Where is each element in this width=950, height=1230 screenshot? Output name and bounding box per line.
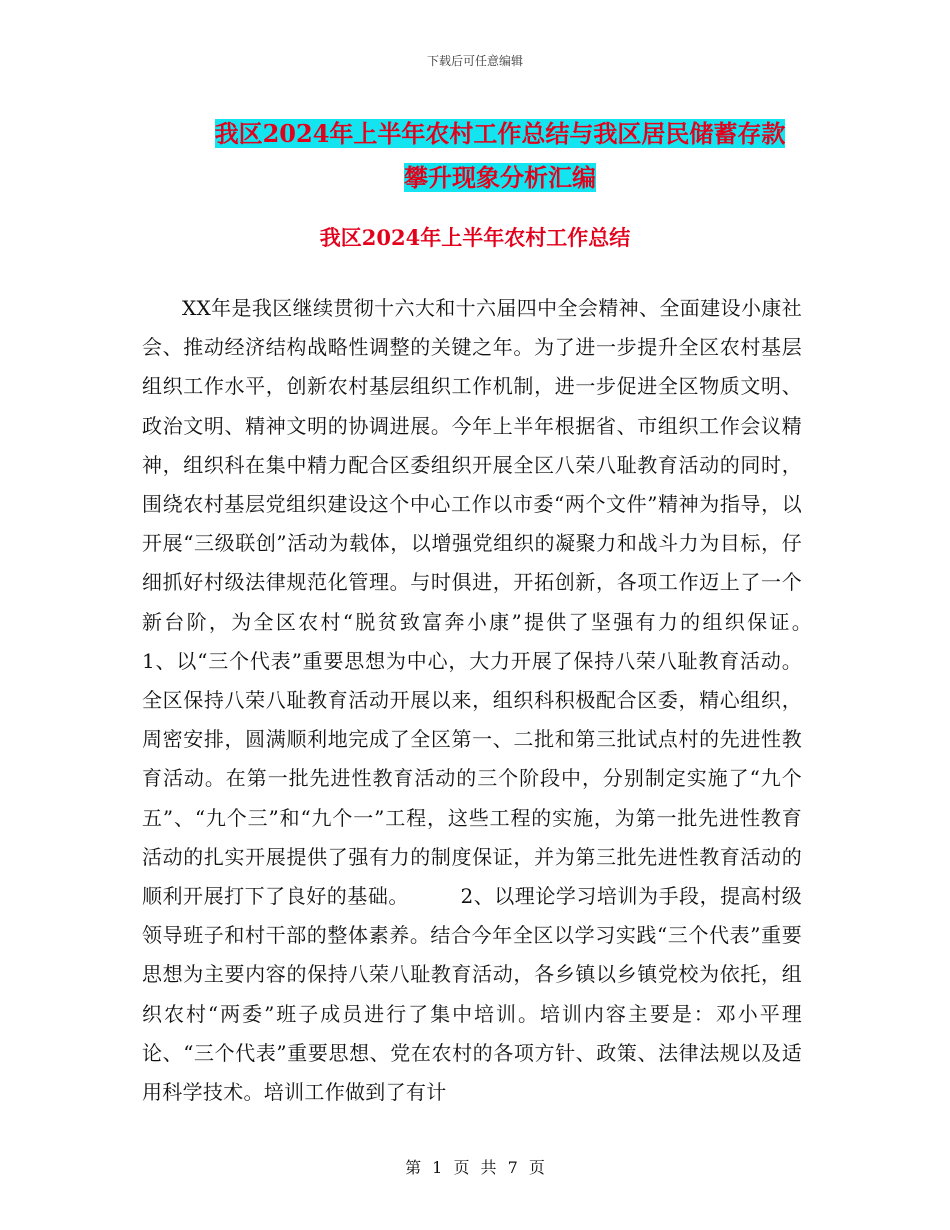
body-paragraph: XX年是我区继续贯彻十六大和十六届四中全会精神、全面建设小康社会、推动经济结构战略性调整的关键之年。为了进一步提升全区农村基层组织工作水平，创新农村基层组织工作机制，进一步促进全区物质文明、政治文明、精神文明的协调进展。今年上半年根据省、市组织工作会议精神，组织科在集中精力配合区委组织开展全区八荣八耻教育活动的同时，围绕农村基层党组织建设这个中心工作以市委“两个文件”精神为指导，以开展“三级联创”活动为载体，以增强党组织的凝聚力和战斗力为目标，仔细抓好村级法律规范化管理。与时俱进，开拓创新，各项工作迈上了一个新台阶，为全区农村“脱贫致富奔小康”提供了坚强有力的组织保证。 1、以“三个代表”重要思想为中心，大力开展了保持八荣八耻教育活动。全区保持八荣八耻教育活动开展以来，组织科积极配合区委，精心组织，周密安排，圆满顺利地完成了全区第一、二批和第三批试点村的先进性教育活动。在第一批先进性教育活动的三个阶段中，分别制定实施了“九个五”、“九个三”和“九个一”工程，这些工程的实施，为第一批先进性教育活动的扎实开展提供了强有力的制度保证，并为第三批先进性教育活动的顺利开展打下了良好的基础。 2、以理论学习培训为手段，提高村级领导班子和村干部的整体素养。结合今年全区以学习实践“三个代表”重要思想为主要内容的保持八荣八耻教育活动，各乡镇以乡镇党校为依托，组织农村“两委”班子成员进行了集中培训。培训内容主要是：邓小平理论、“三个代表”重要思想、党在农村的各项方针、政策、法律法规以及适用科学技术。培训工作做到了有计 bbox=[142, 296, 863, 1105]
document-title-line-1: 我区2024年上半年农村工作总结与我区居民储蓄存款 bbox=[214, 119, 786, 148]
page-number-footer: 第 1 页 共 7 页 bbox=[405, 1158, 545, 1177]
section-title: 我区2024年上半年农村工作总结 bbox=[319, 225, 631, 250]
document-title-line-2: 攀升现象分析汇编 bbox=[404, 163, 596, 192]
document-title bbox=[150, 112, 850, 200]
header-note: 下载后可任意编辑 bbox=[426, 54, 523, 68]
